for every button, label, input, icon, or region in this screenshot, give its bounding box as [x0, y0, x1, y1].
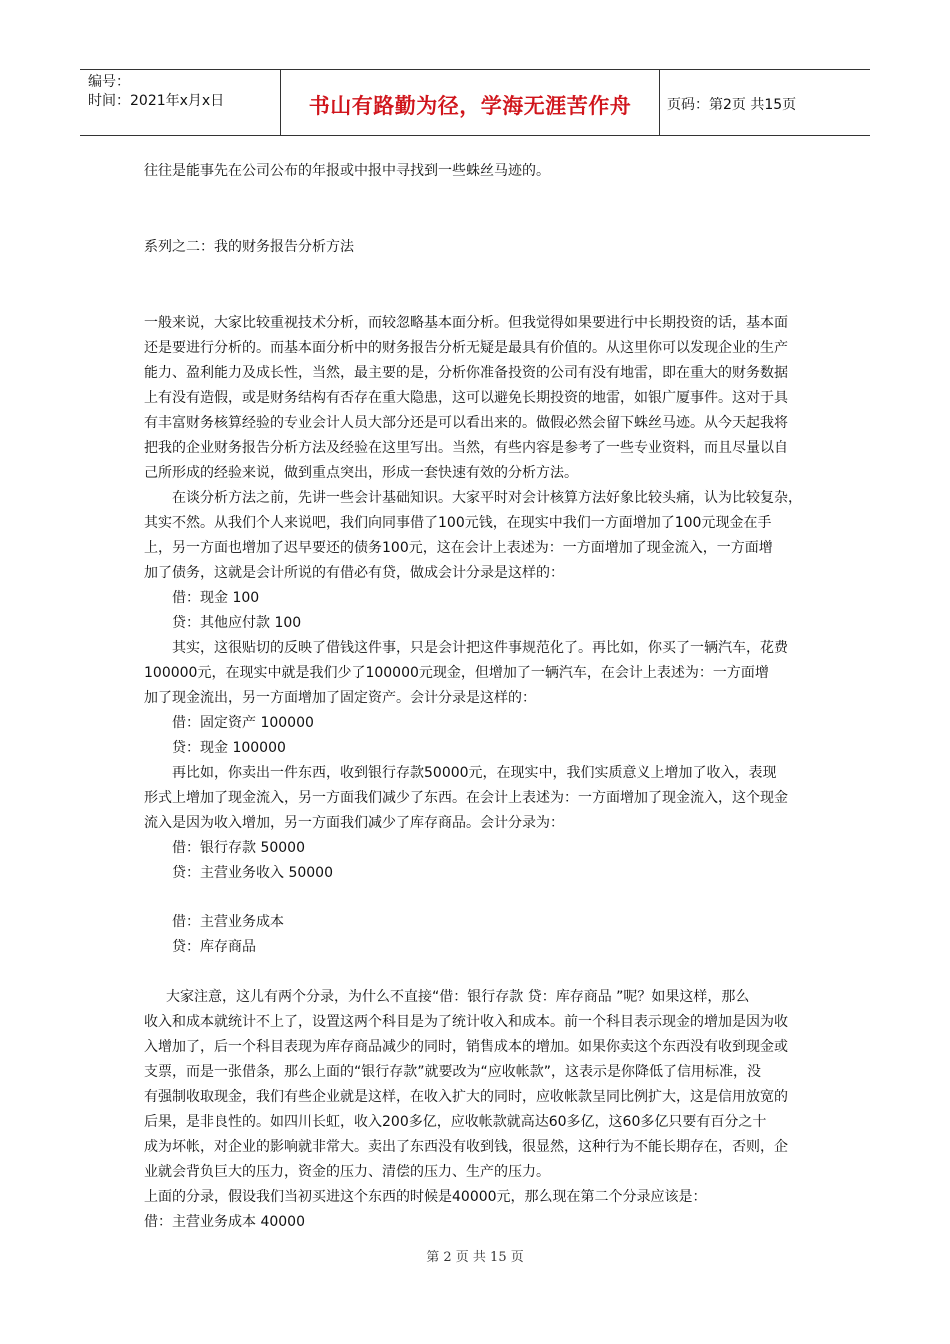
journal-entry: 借：银行存款 50000 — [172, 840, 305, 856]
paragraph-line: 上面的分录，假设我们当初买进这个东西的时候是40000元，那么现在第二个分录应该是： — [144, 1189, 707, 1205]
paragraph-line: 业就会背负巨大的压力，资金的压力、清偿的压力、生产的压力。 — [144, 1164, 550, 1180]
header-motto: 书山有路勤为径，学海无涯苦作舟 — [308, 94, 632, 118]
paragraph-line: 还是要进行分析的。而基本面分析中的财务报告分析无疑是最具有价值的。从这里你可以发现企业的生产 — [144, 340, 788, 356]
paragraph-line: 己所形成的经验来说，做到重点突出，形成一套快速有效的分析方法。 — [144, 465, 578, 481]
paragraph-line: 再比如，你卖出一件东西，收到银行存款50000元，在现实中，我们实质意义上增加了收入，表现 — [172, 765, 777, 781]
paragraph-line: 流入是因为收入增加，另一方面我们减少了库存商品。会计分录为： — [144, 815, 564, 831]
section-heading: 系列之二：我的财务报告分析方法 — [144, 239, 354, 255]
page-footer: 第 2 页 共 15 页 — [426, 1250, 524, 1265]
paragraph-line: 往往是能事先在公司公布的年报或中报中寻找到一些蛛丝马迹的。 — [144, 163, 550, 179]
paragraph-line: 大家注意，这儿有两个分录，为什么不直接“借：银行存款 贷：库存商品 ”呢？如果这样，那么 — [166, 989, 750, 1005]
paragraph-line: 把我的企业财务报告分析方法及经验在这里写出。当然，有些内容是参考了一些专业资料，而且尽量以自 — [144, 440, 788, 456]
paragraph-line: 有强制收取现金，我们有些企业就是这样，在收入扩大的同时，应收帐款呈同比例扩大，这是信用放宽的 — [144, 1089, 788, 1105]
paragraph-line: 上，另一方面也增加了迟早要还的债务100元，这在会计上表述为：一方面增加了现金流入，一方面增 — [144, 540, 773, 556]
paragraph-line: 成为坏帐，对企业的影响就非常大。卖出了东西没有收到钱，很显然，这种行为不能长期存在，否则，企 — [144, 1139, 788, 1155]
paragraph-line: 后果，是非良性的。如四川长虹，收入200多亿，应收帐款就高达60多亿，这60多亿只要有百分之十 — [144, 1114, 767, 1130]
paragraph-line: 入增加了，后一个科目表现为库存商品减少的同时，销售成本的增加。如果你卖这个东西没有收到现金或 — [144, 1039, 788, 1055]
paragraph-line: 借：主营业务成本 40000 — [144, 1214, 305, 1230]
header-meta — [88, 73, 224, 111]
paragraph-line: 有丰富财务核算经验的专业会计人员大部分还是可以看出来的。做假必然会留下蛛丝马迹。从今天起我将 — [144, 415, 788, 431]
journal-entry: 贷：主营业务收入 50000 — [172, 865, 333, 881]
journal-entry: 借：现金 100 — [172, 590, 260, 606]
header-table — [80, 69, 870, 136]
journal-entry: 借：主营业务成本 — [172, 914, 284, 930]
journal-entry: 贷：其他应付款 100 — [172, 615, 302, 631]
paragraph-line: 一般来说，大家比较重视技术分析，而较忽略基本面分析。但我觉得如果要进行中长期投资的话，基本面 — [144, 315, 788, 331]
doc-number-label: 编号： — [88, 74, 130, 90]
paragraph-line: 加了债务，这就是会计所说的有借必有贷，做成会计分录是这样的： — [144, 565, 564, 581]
journal-entry: 贷：库存商品 — [172, 939, 256, 955]
paragraph-line: 其实不然。从我们个人来说吧，我们向同事借了100元钱，在现实中我们一方面增加了100元现金在手 — [144, 515, 772, 531]
journal-entry: 贷：现金 100000 — [172, 740, 286, 756]
header-divider — [659, 70, 660, 135]
paragraph-line: 支票，而是一张借条，那么上面的“银行存款”就要改为“应收帐款”，这表示是你降低了信用标准，没 — [144, 1064, 762, 1080]
header-page-number: 页码：第2页 共15页 — [667, 97, 797, 113]
paragraph-line: 在谈分析方法之前，先讲一些会计基础知识。大家平时对会计核算方法好象比较头痛，认为比较复杂， — [172, 490, 802, 506]
doc-date-label: 时间：2021年x月x日 — [88, 93, 225, 109]
journal-entry: 借：固定资产 100000 — [172, 715, 314, 731]
paragraph-line: 100000元，在现实中就是我们少了100000元现金，但增加了一辆汽车，在会计上表述为：一方面增 — [144, 665, 769, 681]
paragraph-line: 上有没有造假，或是财务结构有否存在重大隐患，这可以避免长期投资的地雷，如银广厦事件。这对于具 — [144, 390, 788, 406]
paragraph-line: 能力、盈利能力及成长性，当然，最主要的是，分析你准备投资的公司有没有地雷，即在重大的财务数据 — [144, 365, 788, 381]
paragraph-line: 形式上增加了现金流入，另一方面我们减少了东西。在会计上表述为：一方面增加了现金流入，这个现金 — [144, 790, 788, 806]
paragraph-line: 其实，这很贴切的反映了借钱这件事，只是会计把这件事规范化了。再比如，你买了一辆汽车，花费 — [172, 640, 788, 656]
paragraph-line: 收入和成本就统计不上了，设置这两个科目是为了统计收入和成本。前一个科目表示现金的增加是因为收 — [144, 1014, 788, 1030]
paragraph-line: 加了现金流出，另一方面增加了固定资产。会计分录是这样的： — [144, 690, 536, 706]
